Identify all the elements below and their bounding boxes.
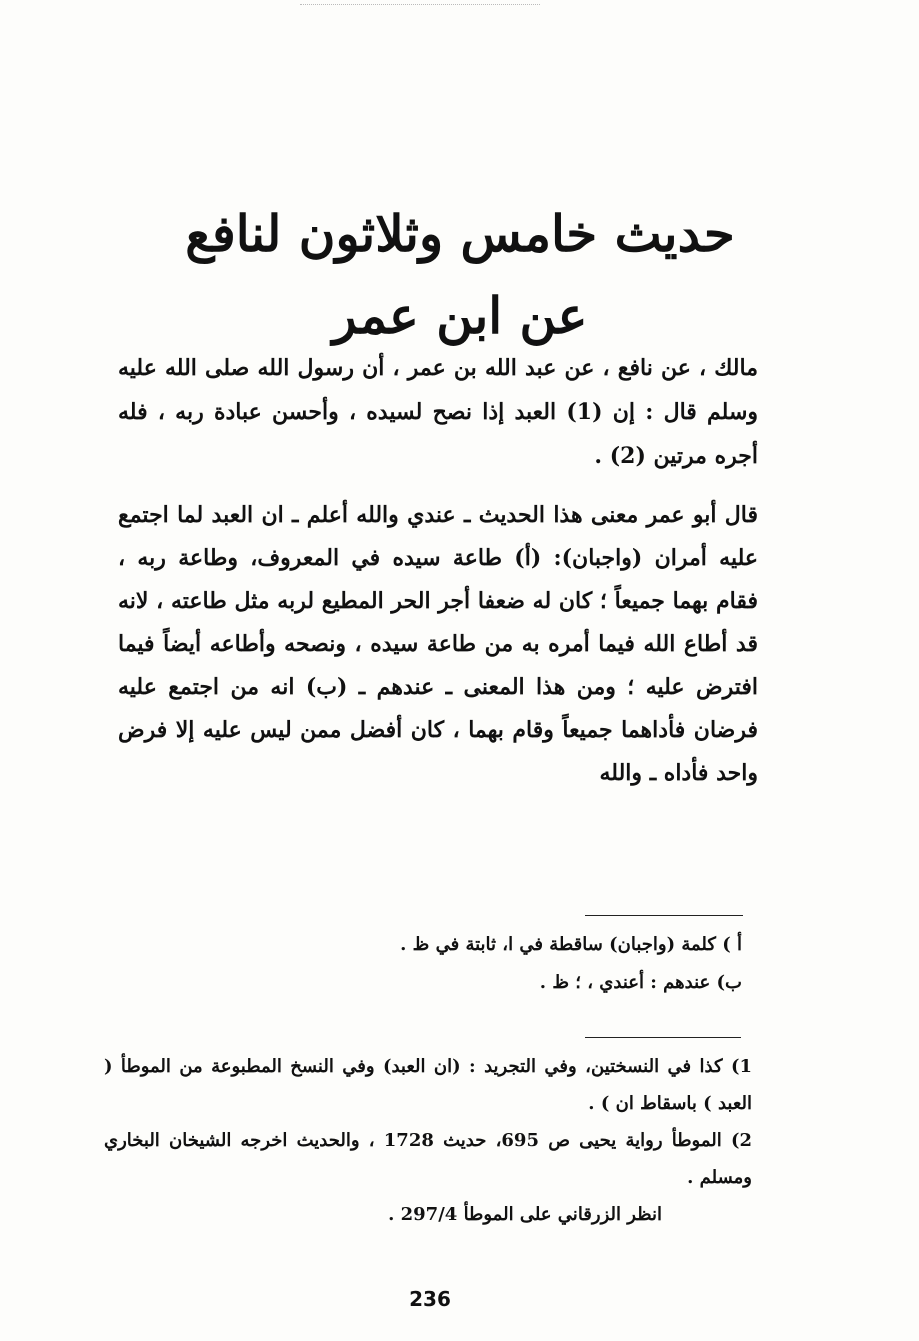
variant-note-a: أ ) كلمة (واجبان) ساقطة في ا، ثابتة في ظ . (400, 934, 742, 955)
footnotes-divider (585, 1037, 741, 1038)
footnote-reference: انظر الزرقاني على الموطأ 297/4 . (388, 1204, 662, 1225)
footnote-1: 1) كذا في النسختين، وفي التجريد : (ان العبد) وفي النسخ المطبوعة من الموطأ ( العبد ) باسقاط ان ) . (104, 1056, 752, 1114)
variants-divider (585, 915, 743, 916)
commentary-text: قال أبو عمر معنى هذا الحديث ـ عندي والله أعلم ـ ان العبد لما اجتمع عليه أمران (واجبان): (أ) طاعة سيده في المعروف، وطاعة ربه ، فقام بهما جميعاً ؛ كان له ضعفا أجر الحر المطيع لربه مثل طاعته ، لانه قد أطاع الله فيما أمره به من طاعة سيده ، ونصحه وأطاعه أيضاً فيما افترض عليه ؛ ومن هذا المعنى ـ عندهم ـ (ب) انه من اجتمع عليه فرضان فأداهما جميعاً وقام بهما ، كان أفضل ممن ليس عليه إلا فرض واحد فأداه ـ والله (118, 502, 758, 786)
footnotes (104, 1048, 752, 1233)
title-line-1: حديث خامس وثلاثون لنافع (185, 203, 735, 263)
title-line-2: عن ابن عمر (332, 285, 588, 345)
hadith-text: مالك ، عن نافع ، عن عبد الله بن عمر ، أن رسول الله صلى الله عليه وسلم قال : إن (1) العبد إذا نصح لسيده ، وأحسن عبادة ربه ، فله أجره مرتين (2) . (118, 355, 759, 469)
page-number: 236 (409, 1287, 451, 1311)
footnote-2: 2) الموطأ رواية يحيى ص 695، حديث 1728 ، والحديث اخرجه الشيخان البخاري ومسلم . (104, 1130, 752, 1188)
variant-notes (300, 926, 742, 1002)
variant-note-b: ب) عندهم : أعندي ، ؛ ظ . (539, 972, 742, 993)
chapter-title (90, 194, 830, 356)
top-edge-mark (300, 4, 540, 9)
